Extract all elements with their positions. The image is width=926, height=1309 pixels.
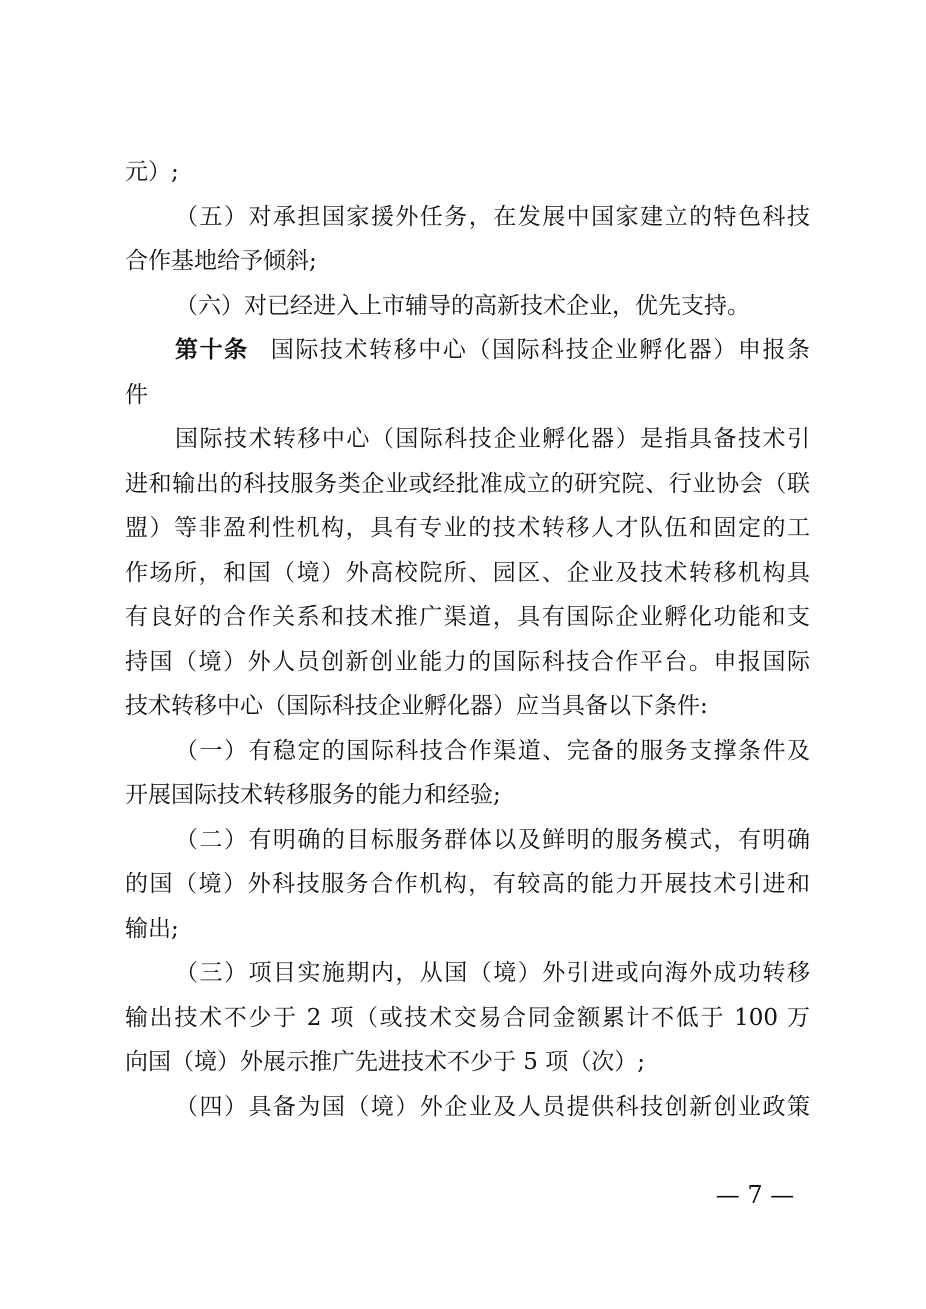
- paragraph-item-1: [125, 729, 810, 818]
- text-line: 元）;: [125, 159, 179, 185]
- text-line: 向国（境）外展示推广先进技术不少于 5 项（次）;: [125, 1049, 646, 1075]
- paragraph-item-6: [125, 284, 810, 329]
- text-line: （三）项目实施期内，从国（境）外引进或向海外成功转移: [175, 960, 810, 986]
- text-line: 技术转移中心（国际科技企业孵化器）应当具备以下条件:: [125, 693, 708, 719]
- text-line: （五）对承担国家援外任务，在发展中国家建立的特色科技: [175, 203, 810, 230]
- article-10: [125, 328, 810, 417]
- text-line: 开展国际技术转移服务的能力和经验;: [125, 782, 501, 808]
- paragraph-definition: [125, 417, 810, 729]
- paragraph-item-2: [125, 818, 810, 952]
- text-line: 有良好的合作关系和技术推广渠道，具有国际企业孵化功能和支: [125, 604, 810, 630]
- text-line: （二）有明确的目标服务群体以及鲜明的服务模式，有明确: [175, 826, 810, 853]
- text-line: 作场所，和国（境）外高校院所、园区、企业及技术转移机构具: [125, 559, 810, 586]
- document-body: [125, 150, 810, 1129]
- text-line: （四）具备为国（境）外企业及人员提供科技创新创业政策: [175, 1093, 810, 1120]
- paragraph-item-5: [125, 195, 810, 284]
- text-line: 件: [125, 381, 148, 408]
- text-line: （一）有稳定的国际科技合作渠道、完备的服务支撑条件及: [175, 737, 810, 764]
- text-line: 国际技术转移中心（国际科技企业孵化器）是指具备技术引: [175, 426, 810, 452]
- text-line: 合作基地给予倾斜;: [125, 248, 317, 274]
- text-line: 输出技术不少于 2 项（或技术交易合同金额累计不低于 100 万: [125, 1004, 810, 1031]
- page-number: — 7 —: [715, 1181, 795, 1209]
- text-line: 进和输出的科技服务类企业或经批准成立的研究院、行业协会（联: [125, 470, 810, 497]
- paragraph-continuation: [125, 150, 810, 195]
- text-line: 输出;: [125, 915, 179, 942]
- article-title: 国际技术转移中心（国际科技企业孵化器）申报条: [270, 337, 810, 363]
- paragraph-item-3: [125, 951, 810, 1085]
- article-heading-line: [125, 328, 810, 373]
- text-line: 持国（境）外人员创新创业能力的国际科技合作平台。申报国际: [125, 648, 810, 675]
- text-line: 的国（境）外科技服务合作机构，有较高的能力开展技术引进和: [125, 871, 810, 897]
- text-line: （六）对已经进入上市辅导的高新技术企业，优先支持。: [175, 292, 750, 319]
- article-number: 第十条: [175, 337, 249, 363]
- paragraph-item-4: [125, 1085, 810, 1130]
- text-line: 盟）等非盈利性机构，具有专业的技术转移人才队伍和固定的工: [125, 515, 810, 541]
